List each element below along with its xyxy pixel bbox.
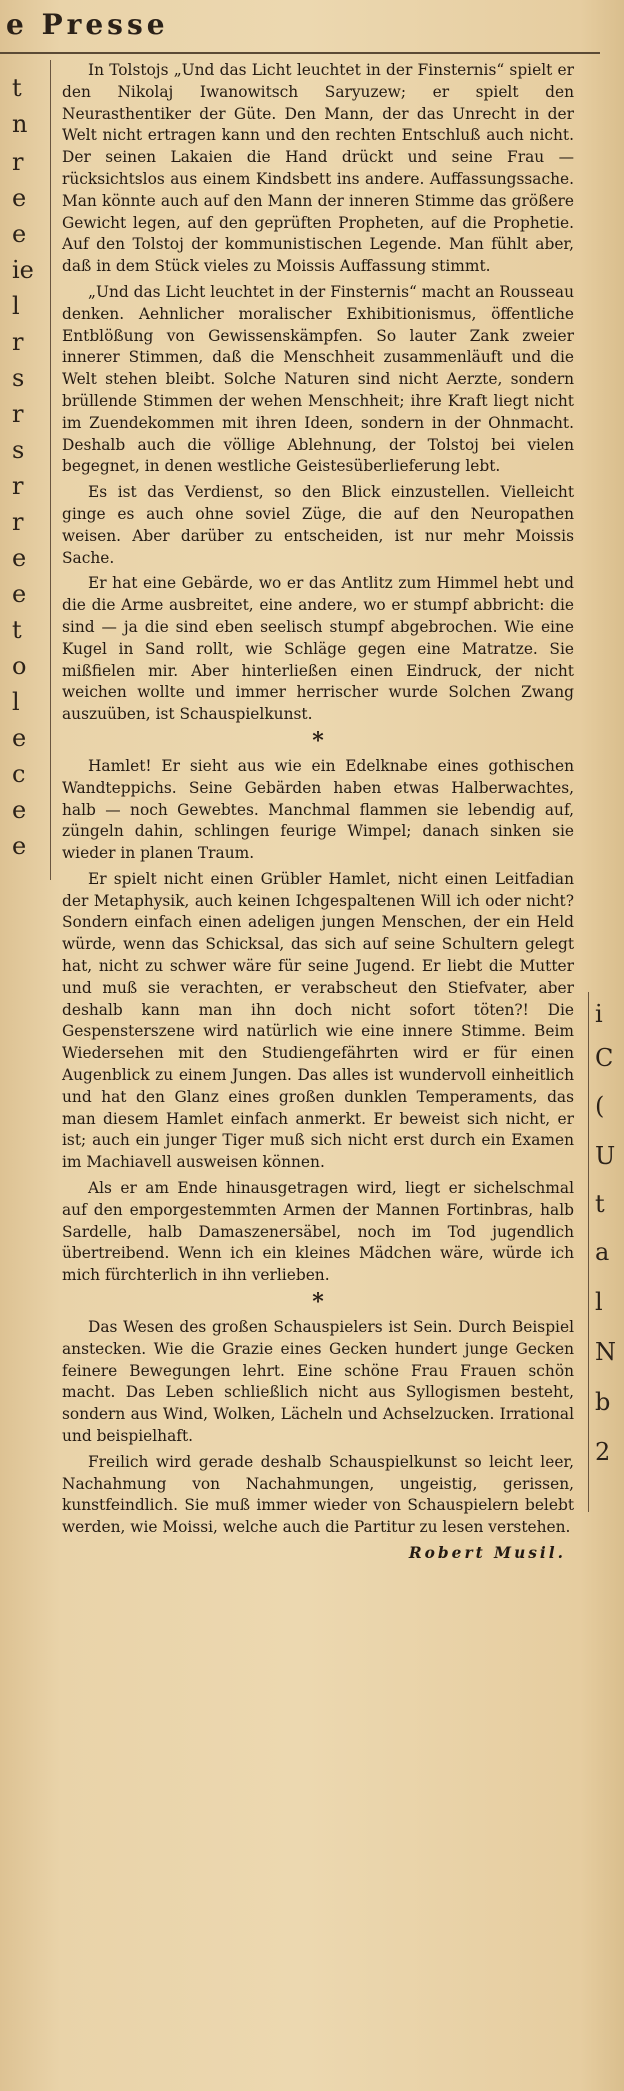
paragraph: Als er am Ende hinausgetragen wird, liegt er sichelschmal auf den emporgestemmten Armen der Mannen Fortinbras, halb Sardelle, halb Damaszenersäbel, noch im Tod jugendlich übertreibend. Wenn ich ein kleines Mädchen wäre, würde ich mich fürchterlich in ihn verlieben. [62,1179,574,1285]
right-column-fragment: a [595,1238,610,1266]
article-body [62,60,574,1565]
left-column-fragment: r [12,472,24,500]
right-column-fragment: U [595,1142,616,1170]
right-column-fragment: N [595,1338,616,1366]
right-column-fragment: b [595,1388,611,1416]
paragraph: Es ist das Verdienst, so den Blick einzustellen. Vielleicht ginge es auch ohne soviel Züge, die auf den Neuropathen weisen. Aber darüber zu entscheiden, ist nur mehr Moissis Sache. [62,483,574,567]
paragraph: Freilich wird gerade deshalb Schauspielkunst so leicht leer, Nachahmung von Nachahmungen, ungeistig, gerissen, kunstfeindlich. Sie muß immer wieder von Schauspielern belebt werden, wie Moissi, welche auch die Partitur zu lesen verstehen. [62,1452,574,1537]
left-column-fragment: e [12,544,27,572]
right-column-fragment: 2 [595,1438,611,1466]
left-column-fragment: ie [12,256,34,284]
left-column-fragment: r [12,400,24,428]
author-signature: Robert Musil. [408,1544,566,1562]
left-column-fragment: e [12,724,27,752]
left-column-fragment: r [12,148,24,176]
left-column-fragment: r [12,508,24,536]
left-column-fragment: e [12,796,27,824]
left-column-fragment: t [12,616,22,644]
paragraph: Er hat eine Gebärde, wo er das Antlitz zum Himmel hebt und die die Arme ausbreitet, eine andere, wo er stumpf abbricht: die sind — ja die sind eben seelisch stumpf abgebrochen. Wie eine Kugel in Sand rollt, wie Schläge gegen eine Matratze. Sie mißfielen mir. Aber hinterließen einen Eindruck, der nicht weichen wollte und immer herrischer wurde Solchen Zwang auszuüben, ist Schauspielkunst. [62,574,574,724]
paragraph: Das Wesen des großen Schauspielers ist Sein. Durch Beispiel anstecken. Wie die Grazie eines Gecken hundert junge Gecken feinere Bewegungen lehrt. Eine schöne Frau Frauen schön macht. Das Leben schließlich nicht aus Syllogismen besteht, sondern aus Wind, Wolken, Lächeln und Achselzucken. Irrational und beispielhaft. [62,1318,574,1446]
right-column-fragment: i [595,1000,603,1028]
right-column-fragment: ( [595,1092,605,1120]
paragraph: In Tolstojs „Und das Licht leuchtet in der Finsternis“ spielt er den Nikolaj Iwanowitsch Saryuzew; er spielt den Neurasthentiker der Güte. Den Mann, der das Unrecht in der Welt nicht ertragen kann und den rechten Entschluß auch nicht. Der seinen Lakaien die Hand drückt und seine Frau — rücksichtslos aus einem Kindsbett ins andere. Auffassungssache. Man könnte auch auf den Mann der inneren Stimme das größere Gewicht legen, auf den geprüften Propheten, auf die Prophetie. Auf den Tolstoj der kommunistischen Legende. Man fühlt aber, daß in dem Stück vieles zu Moissis Auffassung stimmt. [62,61,574,276]
section-separator: * [312,1289,324,1316]
section-separator: * [312,727,324,754]
paragraph: Hamlet! Er sieht aus wie ein Edelknabe eines gothischen Wandteppichs. Seine Gebärden haben etwas Halberwachtes, halb — noch Gewebtes. Manchmal flammen sie lebendig auf, züngeln dahin, schlingen feurige Wimpel; danach sinken sie wieder in planen Traum. [62,756,574,863]
left-column-fragment: s [12,436,25,464]
left-column-fragment: c [12,760,26,788]
left-column-fragment: l [12,292,20,320]
masthead [0,6,600,54]
left-column-fragment: e [12,832,27,860]
right-column-fragment: l [595,1288,603,1316]
left-column-fragment: e [12,184,27,212]
left-column-fragment: l [12,688,20,716]
left-adjacent-column [0,60,51,880]
left-column-fragment: e [12,580,27,608]
right-adjacent-column [588,992,624,1512]
left-column-fragment: s [12,364,25,392]
paragraph: „Und das Licht leuchtet in der Finsternis“ macht an Rousseau denken. Aehnlicher moralischer Exhibitionismus, öffentliche Entblößung von Gewissenskämpfen. So lauter Zank zweier innerer Stimmen, daß die Menschheit zusammenläuft und die Welt stehen bleibt. Solche Naturen sind nicht Aerzte, sondern brüllende Stimmen der wehen Menschheit; ihre Kraft liegt nicht im Zuendekommen mit ihren Ideen, sondern in der Ohnmacht. Deshalb auch die völlige Ablehnung, der Tolstoj bei vielen begegnet, in denen westliche Geistesüberlieferung lebt. [62,282,574,476]
right-column-fragment: t [595,1190,605,1218]
left-column-fragment: n [12,110,28,138]
left-column-fragment: t [12,74,22,102]
right-column-fragment: C [595,1044,614,1072]
left-column-fragment: o [12,652,27,680]
masthead-title: e Presse [6,8,169,41]
left-column-fragment: r [12,328,24,356]
paragraph: Er spielt nicht einen Grübler Hamlet, nicht einen Leitfadian der Metaphysik, auch keinen Ichgespaltenen Will ich oder nicht? Sondern einfach einen adeligen jungen Menschen, der ein Held würde, wenn das Schicksal, das sich auf seine Schultern gelegt hat, nicht zu schwer wäre für seine Jugend. Er liebt die Mutter und muß sie verachten, er verabscheut den Stiefvater, aber deshalb kann man ihn doch nicht sofort töten?! Die Gespensterszene wird natürlich wie eine innere Stimme. Beim Wiedersehen mit den Studiengefährten wird er für einen Augenblick zu einem Jungen. Das alles ist wundervoll einheitlich und hat den Glanz eines großen dunklen Temperaments, das man diesem Hamlet einfach anmerkt. Er beweist sich nicht, er ist; auch ein junger Tiger muß sich nicht erst durch ein Examen im Machiavell ausweisen können. [62,869,574,1172]
left-column-fragment: e [12,220,27,248]
